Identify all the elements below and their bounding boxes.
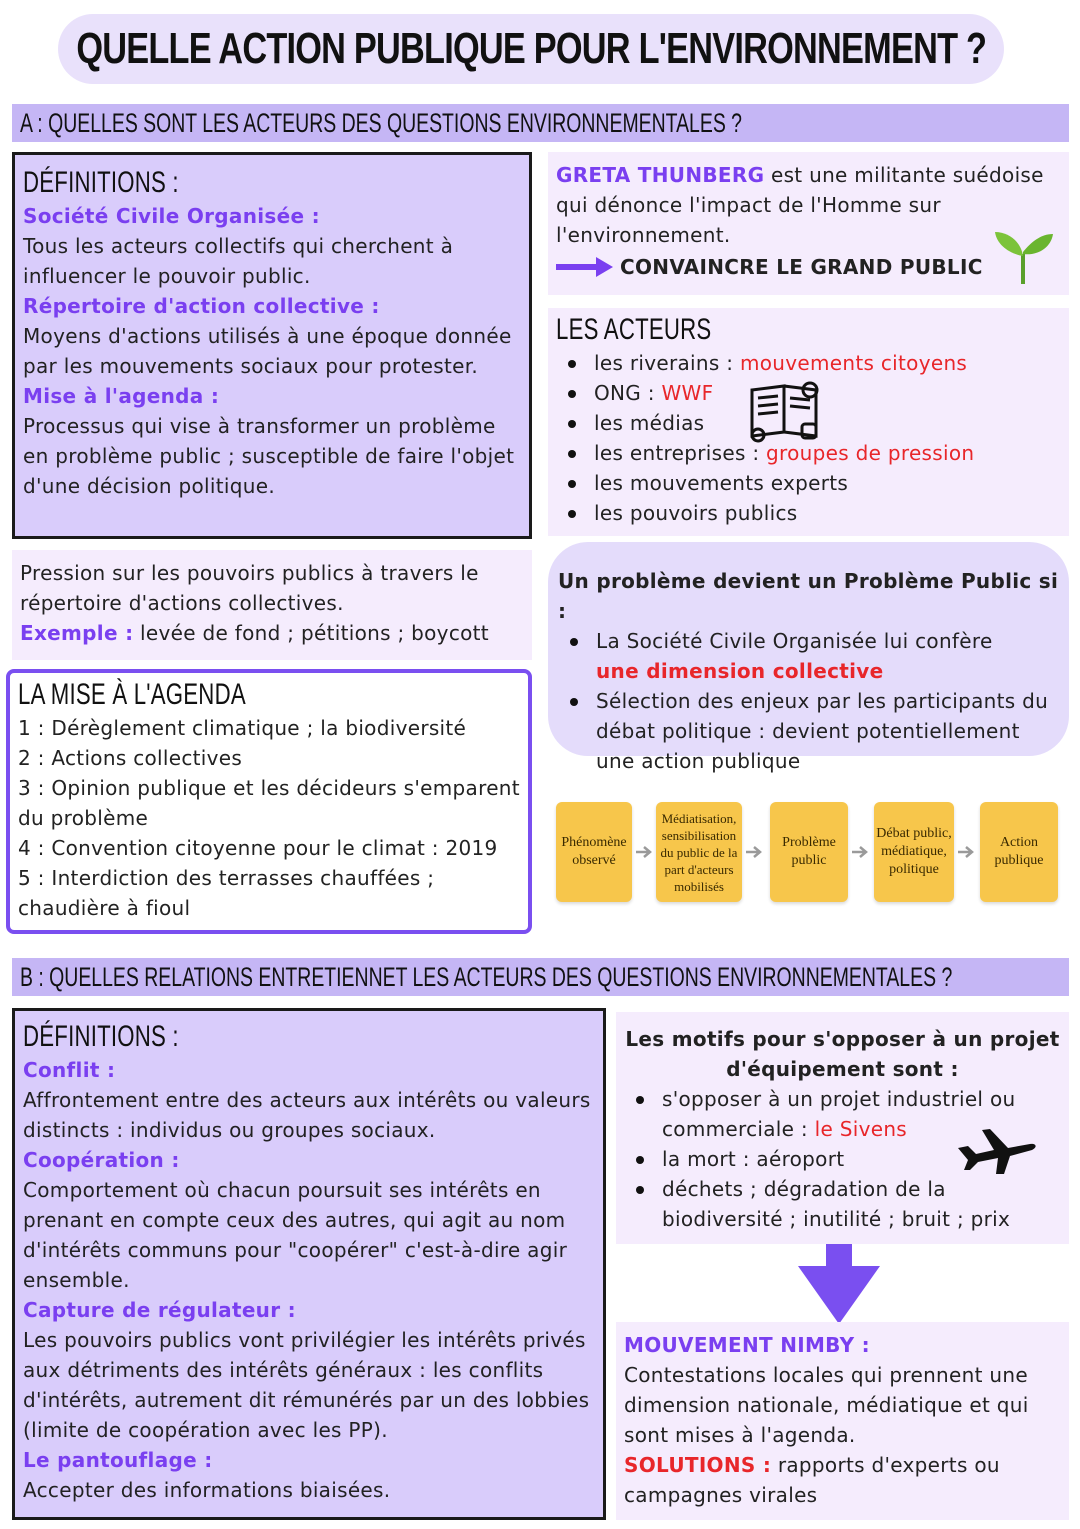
arrow-right-icon (556, 256, 614, 278)
term-conflit: Conflit : (23, 1058, 116, 1082)
sprout-icon (991, 224, 1055, 286)
acteur-label: ONG : (594, 381, 655, 405)
probleme-item (558, 626, 1059, 686)
probleme-item-text: Sélection des enjeux par les participants du débat politique : devient potentiellement une action publique (596, 689, 1049, 773)
nimby-box (616, 1322, 1069, 1520)
greta-name: GRETA THUNBERG (556, 163, 765, 187)
def-societe-civile: Tous les acteurs collectifs qui cherchent à influencer le pouvoir public. (23, 234, 454, 288)
motifs-box (616, 1012, 1069, 1244)
acteur-item (556, 468, 1061, 498)
def-conflit: Affrontement entre des acteurs aux intérêts ou valeurs distincts : individus ou groupes sociaux. (23, 1088, 591, 1142)
motif-text: s'opposer à un projet industriel ou commerciale : (662, 1087, 1016, 1141)
section-a-title: A : QUELLES SONT LES ACTEURS DES QUESTIONS ENVIRONNEMENTALES ? (20, 107, 743, 138)
flow-arrow-icon (636, 845, 654, 859)
greta-arrow-line (556, 252, 1061, 282)
term-cooperation: Coopération : (23, 1148, 180, 1172)
definitions-b-heading: DÉFINITIONS : (23, 1020, 179, 1053)
probleme-item-highlight: une dimension collective (596, 659, 884, 683)
flow-step: Phénomène observé (556, 802, 632, 902)
probleme-box (548, 542, 1069, 773)
nimby-heading: MOUVEMENT NIMBY : (624, 1333, 870, 1357)
acteur-label: les médias (594, 411, 705, 435)
acteur-highlight: mouvements citoyens (739, 351, 968, 375)
probleme-item-text: La Société Civile Organisée lui confère (596, 629, 993, 653)
definitions-a-heading: DÉFINITIONS : (23, 166, 179, 199)
probleme-heading: Un problème devient un Problème Public si : (558, 569, 1059, 623)
flow-step: Débat public, médiatique, politique (874, 802, 954, 902)
term-mise-agenda: Mise à l'agenda : (23, 384, 220, 408)
section-b-header (12, 958, 1069, 996)
motif-text: déchets ; dégradation de la biodiversité ; inutilité ; bruit ; prix (662, 1177, 1011, 1231)
section-b-title: B : QUELLES RELATIONS ENTRETIENNET LES ACTEURS DES QUESTIONS ENVIRONNEMENTALES ? (20, 961, 953, 992)
def-cooperation: Comportement où chacun poursuit ses intérêts en prenant en compte ceux des autres, qui agit au nom d'intérêts communs pour "coopérer" c'est-à-dire agir ensemble. (23, 1178, 568, 1292)
section-a-header (12, 104, 1069, 142)
acteur-label: les riverains : (594, 351, 734, 375)
agenda-heading: LA MISE À L'AGENDA (18, 678, 246, 711)
arrow-down-icon (798, 1244, 880, 1324)
example-text: levée de fond ; pétitions ; boycott (140, 621, 489, 645)
motif-item (624, 1174, 1061, 1234)
agenda-line-3: 3 : Opinion publique et les décideurs s'emparent du problème (18, 776, 520, 830)
acteurs-heading: LES ACTEURS (556, 313, 712, 346)
nimby-text: Contestations locales qui prennent une dimension nationale, médiatique et qui sont mises à l'agenda. (624, 1363, 1029, 1447)
airplane-icon (954, 1126, 1038, 1176)
term-repertoire: Répertoire d'action collective : (23, 294, 380, 318)
solutions-label: SOLUTIONS : (624, 1453, 772, 1477)
term-societe-civile: Société Civile Organisée : (23, 204, 320, 228)
def-mise-agenda: Processus qui vise à transformer un problème en problème public ; susceptible de faire l'objet d'une décision politique. (23, 414, 515, 498)
agenda-box (6, 669, 532, 934)
flow-arrow-icon (852, 845, 870, 859)
acteur-label: les entreprises : (594, 441, 760, 465)
greta-paragraph (556, 160, 1061, 250)
acteur-item (556, 348, 1061, 378)
solutions-text: rapports d'experts ou campagnes virales (624, 1453, 1000, 1507)
solutions-line (624, 1450, 1061, 1510)
def-capture-regulateur: Les pouvoirs publics vont privilégier les intérêts privés aux détriments des intérêts généraux : les conflits d'intérêts, autrement dit rémunérés par un des lobbies (limite de coopération avec les PP). (23, 1328, 590, 1442)
acteur-item (556, 498, 1061, 528)
flow-arrow-icon (958, 845, 976, 859)
term-capture-regulateur: Capture de régulateur : (23, 1298, 296, 1322)
example-label: Exemple : (20, 621, 134, 645)
greta-box (548, 152, 1069, 295)
acteur-highlight: groupes de pression (766, 441, 975, 465)
pression-text: Pression sur les pouvoirs publics à travers le répertoire d'actions collectives. (20, 561, 479, 615)
agenda-line-1: 1 : Dérèglement climatique ; la biodiversité (18, 716, 467, 740)
page-title: QUELLE ACTION PUBLIQUE POUR L'ENVIRONNEMENT ? (76, 24, 986, 73)
greta-text: est une militante suédoise qui dénonce l'impact de l'Homme sur l'environnement. (556, 163, 1044, 247)
acteurs-box (548, 308, 1069, 536)
agenda-line-4: 4 : Convention citoyenne pour le climat : 2019 (18, 836, 498, 860)
definitions-a-box (12, 152, 532, 539)
example-line (20, 618, 524, 648)
motif-highlight: le Sivens (814, 1117, 908, 1141)
motifs-heading: Les motifs pour s'opposer à un projet d'équipement sont : (625, 1027, 1060, 1081)
greta-arrow-text: CONVAINCRE LE GRAND PUBLIC (620, 255, 983, 279)
def-repertoire: Moyens d'actions utilisés à une époque donnée par les mouvements sociaux pour protester. (23, 324, 512, 378)
flow-step: Médiatisation, sensibilisation du public de la part d'acteurs mobilisés (656, 802, 742, 902)
flow-step: Action publique (980, 802, 1058, 902)
newspaper-icon (748, 380, 826, 444)
motif-text: la mort : aéroport (662, 1147, 845, 1171)
flow-step: Problème public (770, 802, 848, 902)
acteur-highlight: WWF (661, 381, 714, 405)
probleme-list (558, 626, 1059, 776)
probleme-item (558, 686, 1059, 776)
definitions-b-box (12, 1008, 606, 1520)
agenda-line-5: 5 : Interdiction des terrasses chauffées ; chaudière à fioul (18, 866, 435, 920)
acteur-label: les pouvoirs publics (594, 501, 798, 525)
flow-arrow-icon (746, 845, 764, 859)
agenda-line-2: 2 : Actions collectives (18, 746, 243, 770)
term-pantouflage: Le pantouflage : (23, 1448, 213, 1472)
pression-box (12, 550, 532, 660)
def-pantouflage: Accepter des informations biaisées. (23, 1478, 391, 1502)
title-banner (58, 14, 1004, 84)
acteur-label: les mouvements experts (594, 471, 849, 495)
